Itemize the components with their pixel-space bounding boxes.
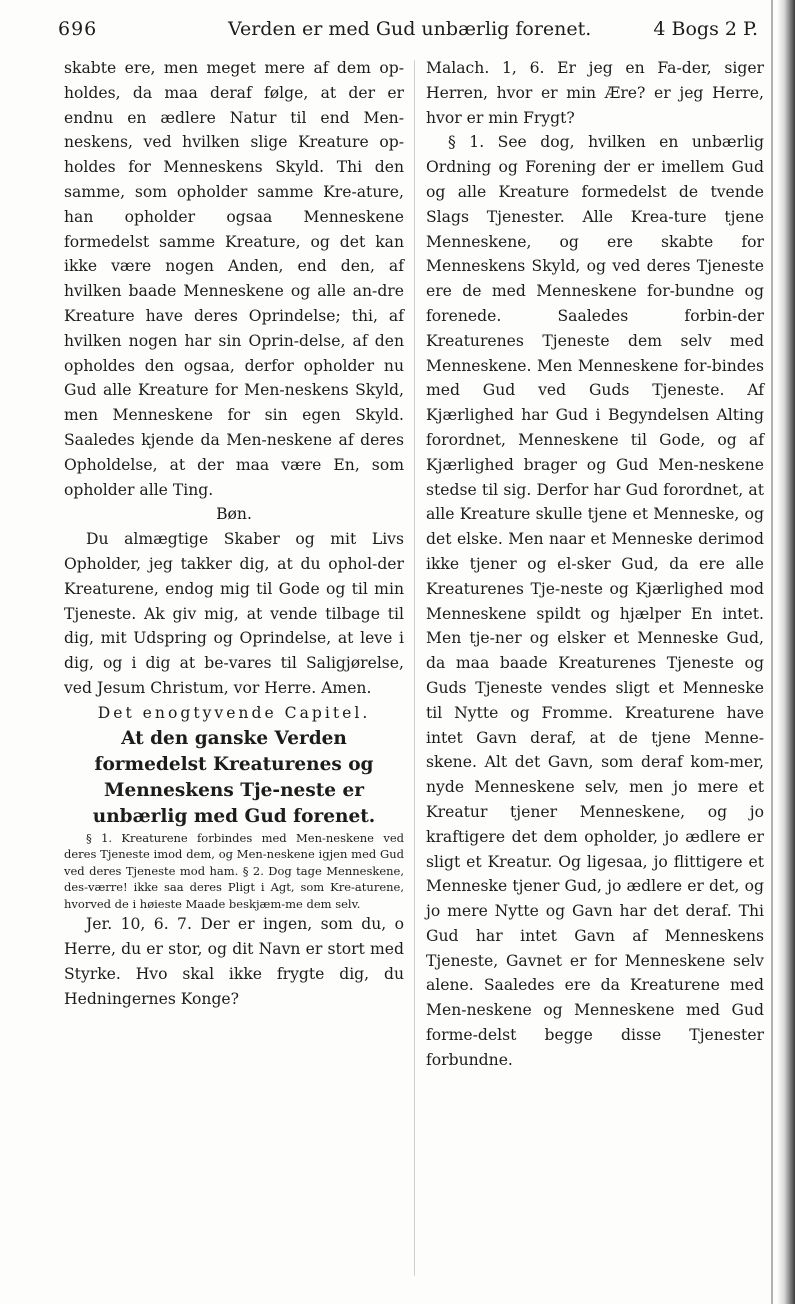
page-edge-line	[771, 0, 773, 1304]
left-column	[64, 56, 404, 1012]
chapter-label: Det enogtyvende Capitel.	[97, 703, 371, 722]
column-divider	[414, 60, 415, 1276]
chapter-title: At den ganske Verden formedelst Kreaturenes og Menneskens Tje-neste er unbærlig med Gud forenet.	[92, 727, 376, 827]
page-number: 696	[58, 18, 98, 40]
section-1-text: § 1. See dog, hvilken en unbærlig Ordning og Forening der er imellem Gud og alle Kreature formedelst de tvende Slags Tjenester. Alle Krea-ture tjene Menneskene, og ere skabte for Menneskens Skyld, og ved deres Tjeneste ere de med Menneskene for-bundne og forenede. Saaledes forbin-der Kreaturenes Tjeneste dem selv med Menneskene. Men Menneskene for-bindes med Gud ved Guds Tjeneste. Af Kjærlighed har Gud i Begyndelsen Alting forordnet, Menneskene til Gode, og af Kjærlighed brager og Gud Men-neskene stedse til sig. Derfor har Gud forordnet, at alle Kreature skulle tjene et Menneske, og det elske. Men naar et Menneske derimod ikke tjener og el-sker Gud, da ere alle Kreaturenes Tje-neste og Kjærlighed mod Menneskene spildt og hjælper En intet. Men tje-ner og elsker et Menneske Gud, da maa baade Kreaturenes Tjeneste og Guds Tjeneste vendes sligt et Menneske til Nytte og Fromme. Kreaturene have intet Gavn deraf, at de tjene Menne-skene. Alt det Gavn, som deraf kom-mer, nyde Menneskene selv, men jo mere et Kreatur tjener Menneskene, og jo kraftigere det dem opholder, jo ædlere er sligt et Kreatur. Og ligesaa, jo flittigere et Menneske tjener Gud, jo ædlere er det, og jo mere Nytte og Gavn har det deraf. Thi Gud har intet Gavn af Menneskens Tjeneste, Gavnet er for Menneskene selv alene. Saaledes ere da Kreaturene med Men-neskene og Menneskene med Gud forme-delst begge disse Tjenester forbundne.	[426, 133, 764, 1069]
left-paragraph-1: skabte ere, men meget mere af dem op-holdes, da maa deraf følge, at der er endnu en ædlere Natur til end Men-neskens, ved hvilken slige Kreature op-holdes for Menneskens Skyld. Thi den samme, som opholder samme Kre-ature, han opholder ogsaa Menneskene formedelst samme Kreature, og det kan ikke være nogen Anden, end den, af hvilken baade Menneskene og alle an-dre Kreature have deres Oprindelse; thi, af hvilken nogen har sin Oprin-delse, af den opholdes den ogsaa, derfor opholder nu Gud alle Kreature for Men-neskens Skyld, men Menneskene for sin egen Skyld. Saaledes kjende da Men-neskene af deres Opholdelse, at der maa være En, som opholder alle Ting.	[64, 59, 404, 499]
page-edge-shadow	[777, 0, 795, 1304]
scripture-quote-malachi: Malach. 1, 6. Er jeg en Fa-der, siger Herren, hvor er min Ære? er jeg Herre, hvor er min Frygt?	[426, 59, 764, 127]
scripture-quote-jeremiah: Jer. 10, 6. 7. Der er ingen, som du, o Herre, du er stor, og dit Navn er stort med Styrke. Hvo skal ikke frygte dig, du Hedningernes Konge?	[64, 915, 404, 1008]
chapter-summary: § 1. Kreaturene forbindes med Men-neskene ved deres Tjeneste imod dem, og Men-neskene igjen med Gud ved deres Tjeneste mod ham. § 2. Dog tage Menneskene, des-værre! ikke saa deres Pligt i Agt, som Kre-aturene, hvorved de i høieste Maade beskjæm-me dem selv.	[64, 830, 404, 911]
prayer-text: Du almægtige Skaber og mit Livs Opholder, jeg takker dig, at du ophol-der Kreaturene, endog mig til Gode og til min Tjeneste. Ak giv mig, at vende tilbage til dig, mit Udspring og Oprindelse, at leve i dig, og i dig at be-vares til Saligjørelse, ved Jesum Christum, vor Herre. Amen.	[64, 530, 404, 697]
running-title: Verden er med Gud unbærlig forenet.	[228, 18, 592, 40]
page-header	[58, 14, 768, 44]
book-signature: 4 Bogs 2 P.	[653, 18, 758, 40]
prayer-heading: Bøn.	[216, 505, 252, 524]
right-column	[426, 56, 764, 1073]
